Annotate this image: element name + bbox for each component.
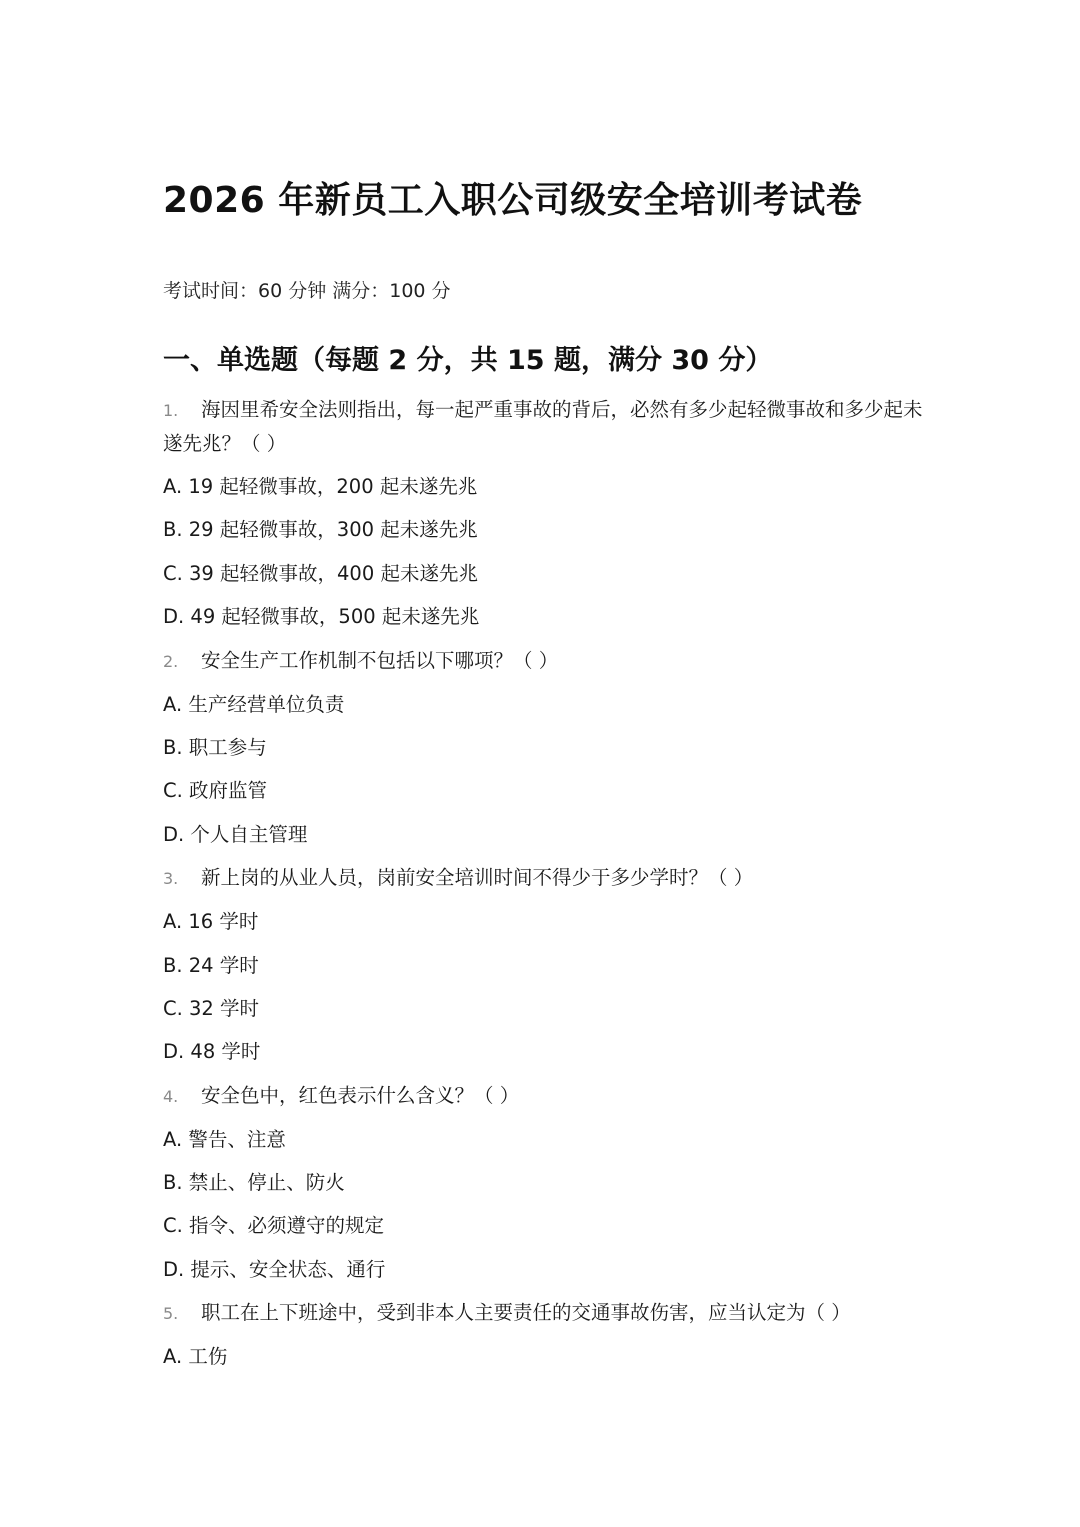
- answer-option: A. 生产经营单位负责: [163, 692, 345, 716]
- answer-option: C. 39 起轻微事故，400 起未遂先兆: [163, 561, 478, 585]
- answer-option: A. 工伤: [163, 1345, 228, 1369]
- question-5: [163, 1296, 923, 1330]
- answer-option: C. 指令、必须遵守的规定: [163, 1214, 385, 1238]
- question-2: [163, 644, 923, 678]
- answer-option: D. 48 学时: [163, 1040, 261, 1064]
- answer-option: A. 19 起轻微事故，200 起未遂先兆: [163, 475, 478, 498]
- answer-option: B. 禁止、停止、防火: [163, 1171, 345, 1195]
- answer-option: D. 个人自主管理: [163, 822, 308, 846]
- question-number: 3.: [163, 869, 179, 889]
- question-text: 海因里希安全法则指出，每一起严重事故的背后，必然有多少起轻微事故和多少起未遂先兆？（ ）: [163, 398, 923, 455]
- answer-option: C. 政府监管: [163, 779, 268, 803]
- question-number: 2.: [163, 651, 179, 671]
- exam-info: 考试时间：60 分钟 满分：100 分: [163, 280, 451, 302]
- section-heading: 一、单选题（每题 2 分，共 15 题，满分 30 分）: [163, 345, 773, 376]
- question-number: 5.: [163, 1304, 179, 1324]
- question-3: [163, 861, 923, 895]
- answer-option: C. 32 学时: [163, 996, 260, 1020]
- answer-option: D. 49 起轻微事故，500 起未遂先兆: [163, 605, 480, 629]
- question-4: [163, 1079, 923, 1113]
- answer-option: D. 提示、安全状态、通行: [163, 1257, 386, 1281]
- question-text: 安全生产工作机制不包括以下哪项？（ ）: [201, 648, 559, 672]
- answer-option: B. 24 学时: [163, 953, 259, 977]
- question-text: 新上岗的从业人员，岗前安全培训时间不得少于多少学时？（ ）: [201, 866, 754, 890]
- answer-option: B. 29 起轻微事故，300 起未遂先兆: [163, 518, 478, 542]
- question-number: 4.: [163, 1086, 179, 1106]
- answer-option: A. 警告、注意: [163, 1127, 286, 1151]
- question-1: [163, 393, 923, 460]
- question-list: [163, 393, 923, 1384]
- answer-option: A. 16 学时: [163, 910, 259, 934]
- question-text: 安全色中，红色表示什么含义？（ ）: [201, 1083, 520, 1107]
- answer-option: B. 职工参与: [163, 735, 267, 759]
- page-title: 2026 年新员工入职公司级安全培训考试卷: [163, 180, 863, 221]
- question-number: 1.: [163, 401, 179, 420]
- question-text: 职工在上下班途中，受到非本人主要责任的交通事故伤害，应当认定为（ ）: [201, 1301, 851, 1325]
